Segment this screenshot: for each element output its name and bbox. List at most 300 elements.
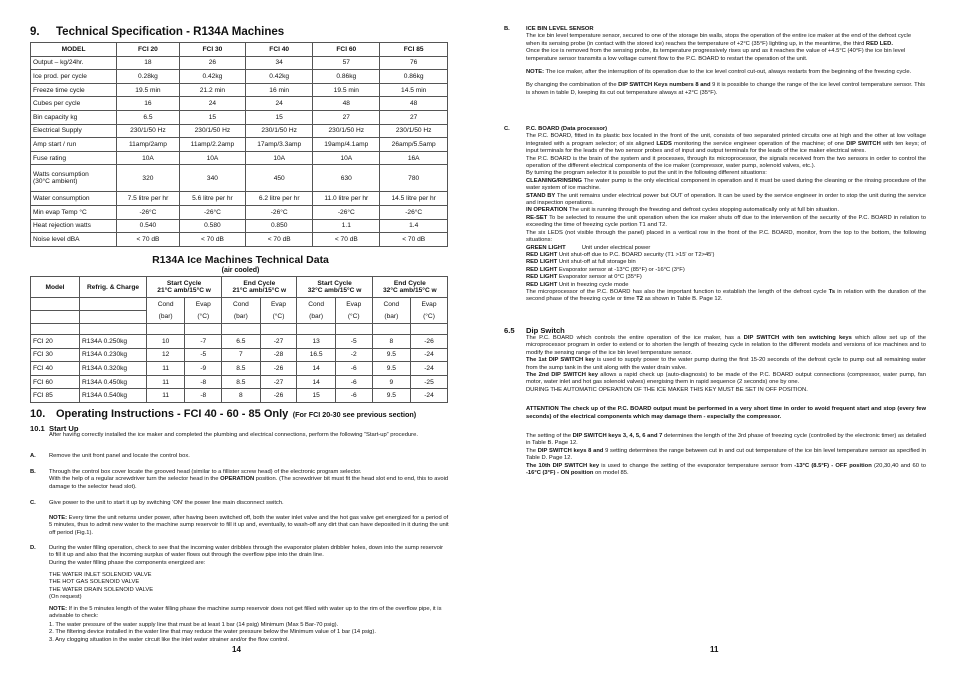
spec-cell: 11.0 litre per hr (313, 192, 380, 206)
spec-cell: < 70 dB (117, 233, 180, 247)
ice-header-group (222, 277, 297, 298)
ice-cell: -5 (335, 335, 372, 349)
ice-empty-cell (31, 311, 80, 324)
ice-empty-cell (147, 324, 185, 335)
spec-cell: 26 (179, 56, 245, 70)
spec-cell: 230/1/50 Hz (179, 124, 245, 138)
ice-table-heading (0, 254, 477, 274)
step-d-note-text: If in the 5 minutes length of the water filling phase the machine sump reservoir does not get filled with water up to the rim of the overflow pipe, it is advisable to check: (49, 606, 442, 620)
spec-cell: Heat rejection watts (31, 219, 117, 233)
dip-p2-b: is used to supply power to the water pump during the first 15-20 seconds of the defrost cycle to pump out all remaining water from the sump tank in the unit along with the water drain valve. (526, 357, 926, 371)
step-b-text (49, 469, 449, 491)
ice-cell: -8 (185, 389, 222, 403)
spec-cell: 24 (179, 97, 245, 111)
step-c-note-text: Every time the unit returns under power, after having been switched off, both the water inlet valve and the hot gas valve get energized for a period of 5 minutes, thus to admit new water to the machine sump reservoir to fill it up and, eventually, to wash-off any dirt that can have deposited in it during the unit off period (Fig.1). (49, 515, 449, 536)
ice-spacer-row (31, 324, 448, 335)
ice-cell: 8 (222, 389, 260, 403)
ice-subheader-cell: (°C) (410, 311, 447, 324)
ice-cell: 16.5 (297, 348, 335, 362)
ice-cell: R134A 0.250kg (80, 335, 147, 349)
spec-cell: 0.580 (179, 219, 245, 233)
dip-p7-f: on model 85. (593, 470, 629, 477)
step-d-checks (49, 622, 449, 644)
spec-cell: 21.2 min (179, 83, 245, 97)
section-c-p9-d: T2 (636, 296, 643, 303)
ice-header-model: Model (31, 277, 80, 298)
section-b-note: The ice maker, after the interruption of its operation due to the ice level control cut-out, always restarts from the beginning of the freezing cycle. (544, 69, 912, 76)
spec-cell: 0.850 (246, 219, 313, 233)
ice-cell: FCI 60 (31, 375, 80, 389)
ice-cell: R134A 0.540kg (80, 389, 147, 403)
spec-cell: 17amp/3.3amp (246, 138, 313, 152)
ice-cell: 9 (372, 375, 410, 389)
spec-cell: Ice prod. per cycle (31, 70, 117, 84)
spec-cell: 0.42kg (179, 70, 245, 84)
spec-cell: 6.2 litre per hr (246, 192, 313, 206)
spec-cell: 10A (246, 151, 313, 165)
spec-row (31, 151, 448, 165)
spec-cell: 0.86kg (380, 70, 448, 84)
component-item: THE WATER INLET SOLENOID VALVE (49, 572, 152, 578)
ice-cell: 12 (147, 348, 185, 362)
section-c-p7-a: RE-SET (526, 214, 548, 221)
section-10-note: (For FCI 20-30 see previous section) (292, 410, 417, 419)
step-c-note (49, 515, 449, 537)
spec-cell: 19.5 min (117, 83, 180, 97)
ice-header-row (31, 277, 448, 298)
section-6-5-title: Dip Switch (526, 326, 565, 335)
spec-cell: Noise level dBA (31, 233, 117, 247)
section-c-p1-a: The P.C. BOARD, fitted in its plastic box located in the front of the unit, consists of two separated printed circuits one at high and the other at low voltage integrated with a program selector; of six aligned (526, 133, 926, 147)
ice-cell: -9 (185, 362, 222, 376)
spec-row (31, 56, 448, 70)
spec-cell: 16A (380, 151, 448, 165)
ice-subheader-row (31, 311, 448, 324)
dip-p7-e: -16°C (3°F) - ON position (526, 470, 594, 477)
section-b-p3-c: 9 it is possible to change the range of the ice level control temperature sensor. This is shown in table D, keeping its cut out temperature always at +2°C (35°F). (526, 82, 926, 96)
section-b-title: ICE BIN LEVEL SENSOR (526, 26, 594, 32)
spec-cell: 6.5 (117, 110, 180, 124)
spec-cell: < 70 dB (313, 233, 380, 247)
ice-cell: FCI 30 (31, 348, 80, 362)
spec-cell: 0.540 (117, 219, 180, 233)
ice-group-title: End Cycle (243, 280, 276, 287)
section-c-body (526, 126, 926, 304)
ice-cell: 14 (297, 375, 335, 389)
step-d-components (49, 572, 449, 602)
spec-header-cell: FCI 30 (179, 43, 245, 57)
step-d-note-label: NOTE: (49, 606, 68, 612)
step-b-line2-b: OPERATION (220, 476, 255, 483)
spec-cell: 14.5 litre per hr (380, 192, 448, 206)
component-item: THE HOT GAS SOLENOID VALVE (49, 579, 140, 586)
ice-cell: -24 (410, 348, 447, 362)
ice-table-subtitle: (air cooled) (221, 267, 260, 274)
spec-row (31, 219, 448, 233)
spec-cell: Electrical Supply (31, 124, 117, 138)
ice-row (31, 362, 448, 376)
ice-subheader-cell: (°C) (185, 311, 222, 324)
section-c-p6-b: The unit is running through the freezing and defrost cycles stopping automatically only at full bin situation. (567, 207, 839, 214)
ice-cell: -26 (260, 362, 297, 376)
ice-cell: R134A 0.320kg (80, 362, 147, 376)
page-number-right: 11 (710, 645, 719, 654)
ice-cell: -6 (335, 389, 372, 403)
dip-p5-a: The setting of the (526, 433, 573, 440)
ice-cell: 13 (297, 335, 335, 349)
spec-cell: 5.6 litre per hr (179, 192, 245, 206)
dip-p6-a: The (526, 447, 538, 454)
spec-cell: 10A (179, 151, 245, 165)
spec-cell: 18 (117, 56, 180, 70)
step-d-para2: During the water filling phase the components energized are: (49, 559, 206, 566)
section-c-p9-a: The microprocessor of the P.C. BOARD has also the important function to establish the length of the defrost cycle (526, 288, 829, 295)
spec-cell: 0.42kg (246, 70, 313, 84)
page-number-left: 14 (232, 645, 241, 654)
spec-cell: 320 (117, 165, 180, 192)
step-a-label: A. (30, 453, 36, 459)
spec-cell: Fuse rating (31, 151, 117, 165)
ice-subheader-cell: Evap (260, 298, 297, 311)
led-text: Unit shut-off due to P.C. BOARD security (T1 >15' or T2>45') (557, 251, 715, 258)
led-text: Unit in freezing cycle mode (557, 281, 629, 288)
spec-header-cell: MODEL (31, 43, 117, 57)
subsection-10-1-title: Start Up (49, 424, 79, 433)
spec-cell: 10A (313, 151, 380, 165)
spec-row (31, 192, 448, 206)
dip-p3-a: The 2nd DIP SWITCH key (526, 372, 598, 379)
section-b-p3-a: By changing the combination of the (526, 82, 619, 89)
led-text: Evaporator sensor at 0°C (35°F) (557, 274, 642, 281)
spec-header-cell: FCI 60 (313, 43, 380, 57)
ice-empty-cell (185, 324, 222, 335)
ice-subheader-cell: (bar) (222, 311, 260, 324)
ice-cell: -28 (260, 348, 297, 362)
dip-p7-b: is used to change the setting of the evaporator temperature sensor from (599, 462, 795, 469)
check-item: 2. The filtering device installed in the water line that may reduce the water pressure below the Minimum value of 1 bar (14 psig). (49, 629, 376, 636)
check-item: 1. The water pressure of the water supply line that must be at least 1 bar (14 psig) Minimum (Max 5 Bar-70 psig). (49, 622, 339, 628)
startup-intro: After having correctly installed the ice maker and completed the plumbing and electrical connections, perform the following “Start-up” procedure. (49, 432, 418, 438)
ice-cell: FCI 20 (31, 335, 80, 349)
spec-cell: 24 (246, 97, 313, 111)
ice-cell: 11 (147, 375, 185, 389)
section-10-title: Operating Instructions - FCI 40 - 60 - 85 Only (56, 408, 289, 420)
ice-header-refrig: Refrig. & Charge (80, 277, 147, 298)
spec-header-cell: FCI 85 (380, 43, 448, 57)
spec-cell: 48 (313, 97, 380, 111)
spec-cell: 10A (117, 151, 180, 165)
ice-row (31, 375, 448, 389)
section-c-p1-e: with ten keys; of input terminals for the leads of the two sensor probes and of input and output terminals for the leads of the ice maker electrical wires. (526, 140, 926, 155)
spec-row (31, 165, 448, 192)
section-6-5-heading (504, 326, 565, 335)
step-b-line2-a: With the help of a regular screwdriver turn the selector head in the (49, 476, 221, 483)
ice-group-title: End Cycle (393, 280, 426, 287)
ice-empty-cell (335, 324, 372, 335)
section-c-p3: By turning the program selector it is possible to put the unit in the following different situations: (526, 170, 767, 177)
step-d-note (49, 606, 449, 621)
spec-row (31, 124, 448, 138)
spec-cell: Min evap Temp °C (31, 205, 117, 219)
led-label: RED LIGHT (526, 281, 558, 288)
ice-cell: 6.5 (222, 335, 260, 349)
spec-cell: 230/1/50 Hz (380, 124, 448, 138)
ice-cell: FCI 40 (31, 362, 80, 376)
ice-cell: -6 (335, 362, 372, 376)
component-item: (On request) (49, 594, 82, 601)
spec-cell: Cubes per cycle (31, 97, 117, 111)
section-c-p9-b: Ts (828, 288, 836, 295)
ice-cell: -25 (410, 375, 447, 389)
section-b-p3-b: DIP SWITCH Keys numbers 8 and (618, 82, 711, 89)
spec-cell: -26°C (380, 205, 448, 219)
section-c-p5-b: The unit remains under electrical power but OUT of operation. It can be used by the service engineer in order to stop the unit during the service and inspection operations. (526, 192, 926, 207)
section-6-5-body (526, 335, 926, 478)
spec-cell: -26°C (246, 205, 313, 219)
spec-cell: 11amp/2amp (117, 138, 180, 152)
section-b-label: B. (504, 26, 510, 32)
spec-cell: Watts consumption (30°C ambient) (31, 165, 117, 192)
ice-subheader-cell: (bar) (297, 311, 335, 324)
ice-subheader-cell: (°C) (260, 311, 297, 324)
section-c-p4-a: CLEANING/RINSING (526, 177, 583, 184)
ice-cell: 11 (147, 389, 185, 403)
spec-cell: 230/1/50 Hz (313, 124, 380, 138)
step-c-label: C. (30, 500, 36, 506)
ice-subheader-cell: Evap (410, 298, 447, 311)
spec-cell: Bin capacity kg (31, 110, 117, 124)
spec-cell: 1.1 (313, 219, 380, 233)
ice-subheader-row (31, 298, 448, 311)
ice-empty-cell (80, 311, 147, 324)
subsection-10-1-number: 10.1 (30, 424, 45, 433)
spec-cell: 7.5 litre per hr (117, 192, 180, 206)
ice-group-sub: 32°C amb/15°C w (307, 287, 362, 294)
ice-subheader-cell: (bar) (147, 311, 185, 324)
dip-p2-a: The 1st DIP SWITCH key (526, 357, 595, 364)
step-b-line1: Through the control box cover locate the grooved head (similar to a fillister screw head) of the electronic program selector. (49, 469, 362, 475)
led-text: Evaporator sensor at -13°C (85°F) or -16°C (3°F) (557, 266, 685, 273)
ice-cell: -2 (335, 348, 372, 362)
section-b-note-label: NOTE: (526, 69, 545, 76)
led-label: GREEN LIGHT (526, 244, 566, 251)
spec-cell: 15 (179, 110, 245, 124)
section-c-p8: The six LEDS (not visible through the panel) placed in a vertical row in the front of the P.C. BOARD, monitor, from the top to the bottom, the following situations: (526, 229, 926, 244)
dip-attention: ATTENTION The check up of the P.C. BOARD output must be performed in a very short time in order to avoid frequent start and stop (every few seconds) of the electrical components which may damage them - especially the compressor. (526, 406, 926, 420)
spec-cell: < 70 dB (179, 233, 245, 247)
ice-empty-cell (297, 324, 335, 335)
ice-header-group (147, 277, 222, 298)
ice-cell: 9.5 (372, 389, 410, 403)
ice-subheader-cell: Cond (297, 298, 335, 311)
ice-row (31, 335, 448, 349)
ice-empty-cell (80, 298, 147, 311)
step-c-text: Give power to the unit to start it up by switching ‘ON’ the power line main disconnect switch. (49, 500, 284, 506)
section-9-title: Technical Specification - R134A Machines (56, 26, 285, 38)
led-label: RED LIGHT (526, 274, 558, 281)
spec-header-cell: FCI 20 (117, 43, 180, 57)
ice-header-group (372, 277, 447, 298)
spec-cell: 230/1/50 Hz (246, 124, 313, 138)
ice-row (31, 348, 448, 362)
spec-cell: 340 (179, 165, 245, 192)
spec-cell: 57 (313, 56, 380, 70)
dip-p1-a: The P.C. BOARD which controls the entire operation of the ice maker, has a (526, 335, 744, 341)
spec-row (31, 97, 448, 111)
ice-empty-cell (222, 324, 260, 335)
spec-cell: 1.4 (380, 219, 448, 233)
section-6-5-number: 6.5 (504, 326, 515, 335)
ice-subheader-cell: Evap (335, 298, 372, 311)
step-b-line2 (49, 476, 449, 491)
ice-cell: 11 (147, 362, 185, 376)
spec-cell: 630 (313, 165, 380, 192)
spec-cell: -26°C (313, 205, 380, 219)
led-label: RED LIGHT (526, 259, 558, 266)
spec-cell: 0.86kg (313, 70, 380, 84)
spec-cell: -26°C (179, 205, 245, 219)
spec-table (30, 42, 448, 247)
dip-p6-c: 9 setting determines the range between cut in and cut out temperature of the ice bin level temperature sensor as specified in Table D. Page 12. (526, 447, 926, 462)
ice-group-sub: 21°C amb/15°C w (232, 287, 287, 294)
step-d-label: D. (30, 545, 36, 551)
spec-cell: 0.28kg (117, 70, 180, 84)
ice-row (31, 389, 448, 403)
section-c-p1-c: monitoring the service engineer operation of the machine; of one (671, 140, 847, 147)
ice-cell: -5 (185, 348, 222, 362)
dip-p1-b: DIP SWITCH with ten switching keys (743, 335, 852, 341)
spec-row (31, 83, 448, 97)
dip-p6-b: DIP SWITCH keys 8 and (537, 447, 604, 454)
spec-row (31, 233, 448, 247)
ice-header-group (297, 277, 372, 298)
ice-cell: -8 (185, 375, 222, 389)
section-b-p1-a: The ice bin level temperature sensor, secured to one of the storage bin walls, stops the operation of the entire ice maker at the end of the defrost cycle when its sensing probe (in contact with the stored ice) reaches the temperature of +2°C (35°F) lighting up, in the meantime, the third (526, 33, 912, 47)
section-c-p1-b: LEDS (656, 140, 672, 147)
ice-subheader-cell: Evap (185, 298, 222, 311)
ice-subheader-cell: Cond (147, 298, 185, 311)
ice-cell: FCI 85 (31, 389, 80, 403)
spec-cell: < 70 dB (380, 233, 448, 247)
section-c-p9-c: in relation with the duration of the second phase of the freezing cycle or time (526, 288, 927, 303)
dip-p5-c: determines the length of the 3rd phase of freezing cycle (controlled by the electronic timer) as detailed in Table B. Page 12. (526, 433, 927, 447)
ice-cell: 7 (222, 348, 260, 362)
step-c-note-label: NOTE: (49, 515, 68, 521)
spec-cell: 780 (380, 165, 448, 192)
section-10-number: 10. (30, 408, 46, 420)
section-b-p1-b: RED LED. (865, 40, 893, 47)
dip-p3-b: allows a rapid check up (auto-diagnosis) to be made of the P.C. BOARD output connections (compressor, water pump, fan motor, water inlet and hot gas solenoid valves) energising them in rapid sequence (2 seconds) one by one. (526, 372, 927, 386)
spec-cell: 450 (246, 165, 313, 192)
spec-cell: 16 (117, 97, 180, 111)
section-c-p5-a: STAND BY (526, 192, 556, 199)
ice-group-sub: 32°C amb/15°C w (383, 287, 437, 294)
ice-cell: -24 (410, 362, 447, 376)
spec-row (31, 70, 448, 84)
section-c-label: C. (504, 126, 510, 132)
dip-p7-d: (20,30,40 and 60 to (871, 462, 926, 469)
ice-empty-cell (80, 324, 147, 335)
spec-cell: Output – kg/24hr. (31, 56, 117, 70)
check-item: 3. Any clogging situation in the water circuit like the inlet water strainer and/or the flow control. (49, 636, 290, 643)
dip-p4: DURING THE AUTOMATIC OPERATION OF THE ICE MAKER THIS KEY MUST BE SET IN OFF POSITION. (526, 386, 808, 393)
ice-cell: 9.5 (372, 362, 410, 376)
spec-cell: 27 (380, 110, 448, 124)
spec-cell: 27 (313, 110, 380, 124)
spec-cell: 19amp/4.1amp (313, 138, 380, 152)
ice-cell: -6 (335, 375, 372, 389)
spec-cell: 11amp/2.2amp (179, 138, 245, 152)
ice-table-title: R134A Ice Machines Technical Data (152, 254, 329, 266)
ice-group-sub: 21°C amb/15°C w (157, 287, 211, 294)
step-d-para: During the water filling operation, check to see that the incoming water dribbles through the evaporator platen dribbler holes, down into the sump reservoir to fill it up and also that the incoming surplus of water flows out through the overflow pipe into the drain line. (49, 545, 444, 559)
ice-cell: R134A 0.450kg (80, 375, 147, 389)
ice-group-title: Start Cycle (166, 280, 202, 287)
ice-cell: 8.5 (222, 362, 260, 376)
section-c-p1-d: DIP SWITCH (846, 140, 881, 147)
spec-row (31, 138, 448, 152)
ice-subheader-cell: Cond (222, 298, 260, 311)
section-9-number: 9. (30, 26, 40, 38)
ice-subheader-cell: Cond (372, 298, 410, 311)
ice-group-title: Start Cycle (317, 280, 352, 287)
ice-cell: -24 (410, 389, 447, 403)
ice-cell: -27 (260, 335, 297, 349)
ice-cell: -7 (185, 335, 222, 349)
dip-p5-b: DIP SWITCH keys 3, 4, 5, 6 and 7 (572, 433, 663, 440)
spec-cell: Freeze time cycle (31, 83, 117, 97)
spec-cell: 15 (246, 110, 313, 124)
ice-empty-cell (372, 324, 410, 335)
section-b-p2: Once the ice is removed from the sensing probe, its temperature progressively rises up and as it reaches the value of +4.5°C (40°F) the ice bin level temperature sensor transmits a low voltage current flow to the P.C. BOARD to restart the operation of the unit. (526, 48, 906, 62)
dip-p1-c: which allow set up of the microprocessor program in order to extend or to shorten the length of freezing cycle in relation to the different models and versions of ice machines and to modify the sensing range of the ice bin level temperature sensor. (526, 335, 926, 356)
section-c-title: P.C. BOARD (Data processor) (526, 126, 608, 132)
ice-cell: 9.5 (372, 348, 410, 362)
spec-cell: 230/1/50 Hz (117, 124, 180, 138)
dip-p7-a: The 10th DIP SWITCH key (526, 462, 600, 469)
dip-p7-c: -13°C (8.5°F) - OFF position (794, 462, 872, 469)
ice-cell: R134A 0.230kg (80, 348, 147, 362)
ice-cell: -26 (260, 389, 297, 403)
section-10-heading (30, 404, 416, 422)
led-label: RED LIGHT (526, 251, 558, 258)
led-label: RED LIGHT (526, 266, 558, 273)
ice-cell: 15 (297, 389, 335, 403)
step-b-line2-c: position. (The screwdriver bit must fit the head slot end to end, this to avoid damage to the selector head slot). (49, 476, 449, 490)
spec-row (31, 205, 448, 219)
step-a-text: Remove the unit front panel and locate the control box. (49, 453, 190, 459)
ice-cell: 14 (297, 362, 335, 376)
ice-empty-cell (260, 324, 297, 335)
ice-empty-cell (31, 324, 80, 335)
spec-cell: Amp start / run (31, 138, 117, 152)
ice-empty-cell (410, 324, 447, 335)
step-d-text (49, 545, 449, 567)
ice-cell: -27 (260, 375, 297, 389)
spec-cell: 76 (380, 56, 448, 70)
ice-cell: 8.5 (222, 375, 260, 389)
spec-cell: 26amp/5.5amp (380, 138, 448, 152)
ice-cell: -26 (410, 335, 447, 349)
ice-cell: 10 (147, 335, 185, 349)
led-text: Unit shut-off at full storage bin (557, 259, 636, 266)
section-b-p1 (526, 33, 926, 48)
ice-empty-cell (31, 298, 80, 311)
ice-subheader-cell: (bar) (372, 311, 410, 324)
section-c-p2: The P.C. BOARD is the brain of the system and it processes, through its microprocessor, the signals received from the two sensors in order to control the operation of the different electrical components of the ice maker (compressor, water pump, solenoid valves, etc.). (526, 155, 926, 170)
right-page (477, 0, 954, 675)
spec-cell: 34 (246, 56, 313, 70)
